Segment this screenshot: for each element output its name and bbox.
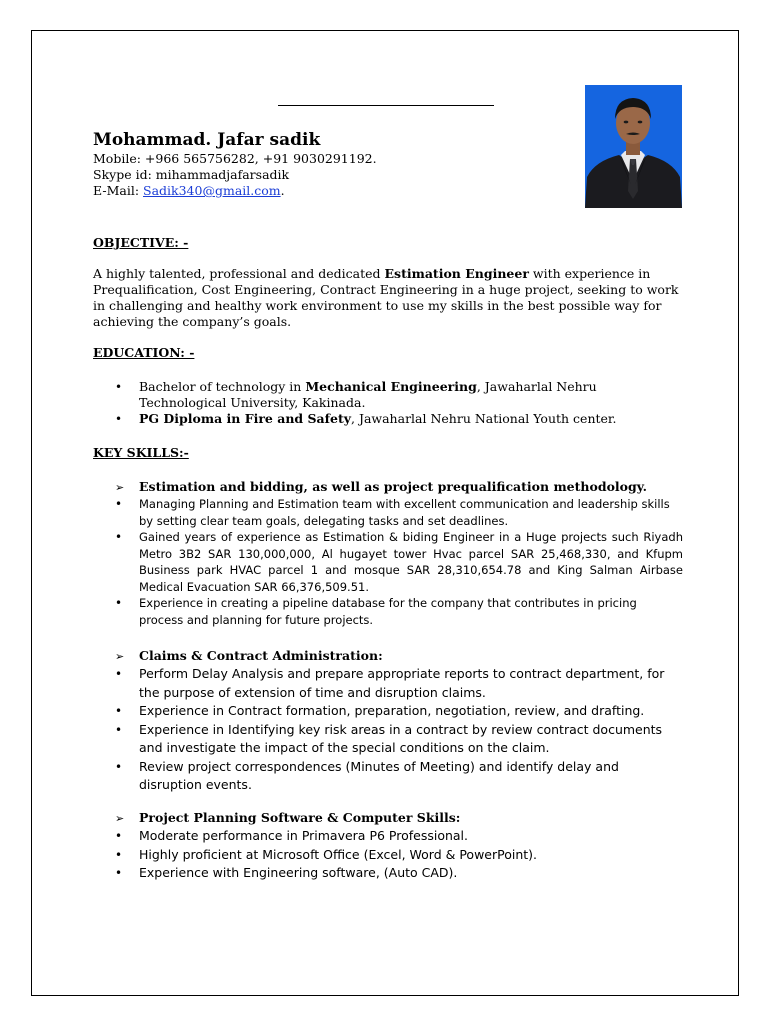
skill-group-heading-text: Estimation and bidding, as well as project prequalification methodology. [139,479,647,494]
arrow-bullet-icon: ➢ [115,481,125,494]
skill-group-heading [115,648,383,665]
skill-group-list [93,827,683,883]
education-title: EDUCATION: - [93,345,195,360]
email-link[interactable]: Sadik340@gmail.com [143,183,281,198]
skill-item: • Managing Planning and Estimation team with excellent communication and leadership skills by setting clear team goals, delegating tasks and set deadlines. [93,496,683,529]
skill-item: • Experience in Contract formation, preparation, negotiation, review, and drafting. [93,702,683,721]
skill-item: • Review project correspondences (Minutes of Meeting) and identify delay and disruption events. [93,758,683,795]
education-item-text: , Jawaharlal Nehru National Youth center. [351,411,617,426]
skill-item: • Perform Delay Analysis and prepare appropriate reports to contract department, for the purpose of extension of time and disruption claims. [93,665,683,702]
header-rule [278,105,494,106]
mobile-line: Mobile: +966 565756282, +91 9030291192. [93,151,377,166]
skill-item: • Experience in creating a pipeline database for the company that contributes in pricing process and planning for future projects. [93,595,683,628]
skill-group-heading-text: Claims & Contract Administration: [139,648,383,663]
education-item [93,379,683,411]
education-item-text: , Jawaharlal Nehru Technological University, Kakinada. [139,379,597,410]
email-label: E-Mail: [93,183,144,198]
skill-item: • Gained years of experience as Estimation & biding Engineer in a Huge projects such Riyadh Metro 3B2 SAR 130,000,000, Al hugayet tower Hvac parcel SAR 25,468,330, and Kfupm Business park HVAC parcel 1 and mosque SAR 28,310,654.78 and King Salman Airbase Medical Evacuation SAR 66,376,509.51. [93,529,683,595]
email-suffix: . [280,183,285,198]
objective-title: OBJECTIVE: - [93,235,189,250]
skill-item: • Experience in Identifying key risk areas in a contract by review contract documents and investigate the impact of the special conditions on the claim. [93,721,683,758]
skill-group-list [93,665,683,795]
arrow-bullet-icon: ➢ [115,650,125,663]
key-skills-title: KEY SKILLS:- [93,445,189,460]
arrow-bullet-icon: ➢ [115,812,125,825]
skill-item: • Moderate performance in Primavera P6 Professional. [93,827,683,846]
skill-item: • Highly proficient at Microsoft Office (Excel, Word & PowerPoint). [93,846,683,865]
skill-item: • Experience with Engineering software, (Auto CAD). [93,864,683,883]
education-item-bold: Mechanical Engineering [305,379,477,394]
education-item [93,411,683,427]
education-item-text: Bachelor of technology in [139,379,306,394]
email-line [93,183,377,199]
objective-text-bold: Estimation Engineer [384,266,529,281]
skill-group-list [93,496,683,628]
objective-text-post: with experience in Prequalification, Cost Engineering, Contract Engineering in a huge project, seeking to work in challenging and healthy work environment to use my skills in the best possible way for achieving the company’s goals. [93,266,679,329]
skill-group-heading-text: Project Planning Software & Computer Skills: [139,810,461,825]
skype-line: Skype id: mihammadjafarsadik [93,167,290,182]
objective-text-pre: A highly talented, professional and dedicated [93,266,385,281]
objective-text [93,266,683,330]
skill-group-heading [115,810,460,827]
education-item-bold: PG Diploma in Fire and Safety [139,411,351,426]
candidate-name: Mohammad. Jafar sadik [93,130,321,150]
education-list [93,379,683,427]
skill-group-heading [115,479,647,496]
contact-header [93,129,377,199]
profile-photo [585,85,682,208]
